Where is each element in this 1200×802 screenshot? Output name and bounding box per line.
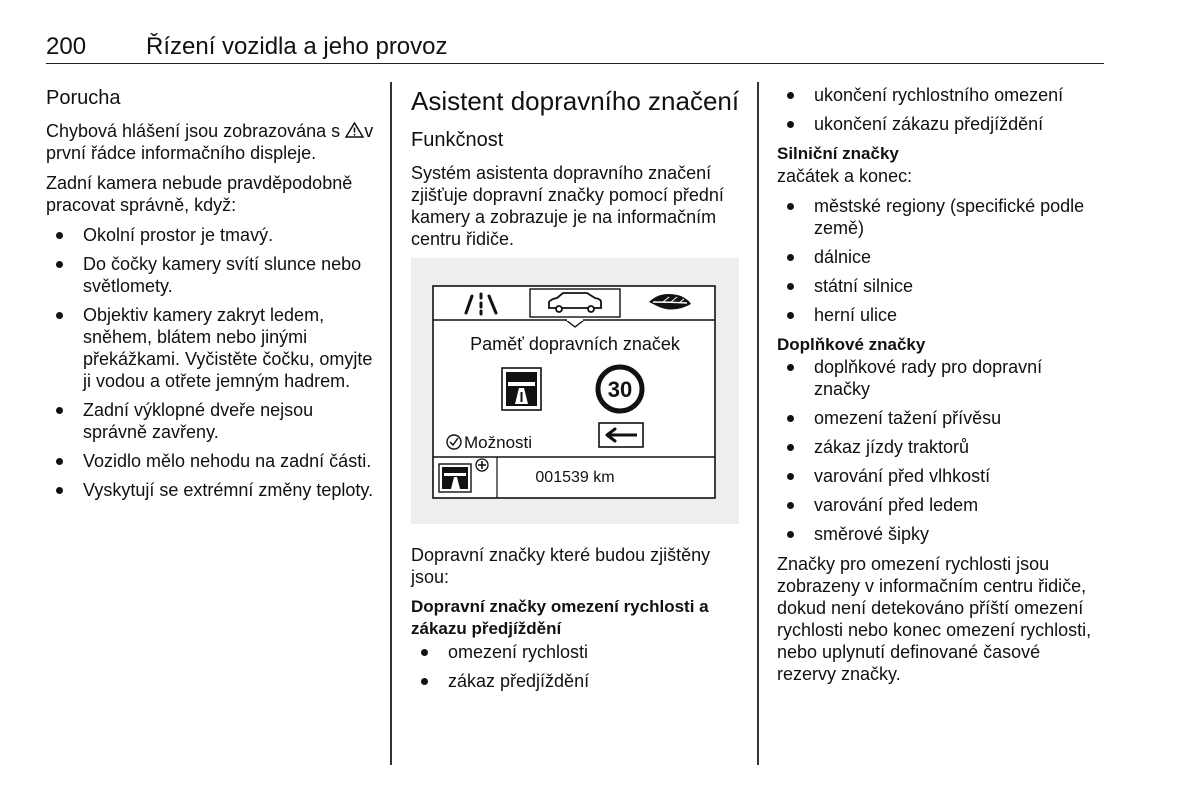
options-label: Možnosti [464,433,533,452]
dic-display-figure [411,258,739,524]
bullet-list [777,195,1102,326]
list-item: Vozidlo mělo nehodu na zadní části. [46,450,376,472]
section-title: Asistent dopravního značení [411,86,740,116]
odometer-reading: 001539 km [535,469,615,486]
list-item: Do čočky kamery svítí slunce nebo světlomety. [46,253,376,297]
page-header [46,33,1104,64]
list-item: ukončení zákazu předjíždění [777,113,1102,135]
list-item: Vyskytují se extrémní změny teploty. [46,479,376,501]
plus-circle-icon [476,459,488,471]
column-divider [390,82,392,765]
list-item: Okolní prostor je tmavý. [46,224,376,246]
motorway-sign-icon [502,368,541,410]
subsection-heading: Funkčnost [411,129,504,151]
subheading: Silniční značky [777,144,899,163]
paragraph: začátek a konec: [777,166,913,186]
warning-triangle-icon [345,122,364,138]
list-item: Objektiv kamery zakryt ledem, sněhem, blátem nebo jinými překážkami. Vyčistěte čočku, omyjte ji vodou a otřete jemným hadrem. [46,304,376,392]
column-divider [757,82,759,765]
list-item: ukončení rychlostního omezení [777,84,1102,106]
bullet-list [777,356,1102,545]
bullet-list [46,224,376,501]
header-title: Řízení vozidla a jeho provoz [146,33,448,60]
bullet-list [411,641,741,692]
menu-title: Paměť dopravních značek [470,334,680,354]
column-3 [777,84,1102,693]
paragraph: Chybová hlášení jsou zobrazována s v první řádce informačního displeje. [46,121,374,163]
subheading: Dopravní značky omezení rychlosti a zákazu předjíždění [411,597,709,638]
back-arrow-icon [599,423,643,447]
column-2 [411,86,741,700]
list-item: zákaz jízdy traktorů [777,436,1102,458]
paragraph: Značky pro omezení rychlosti jsou zobrazeny v informačním centru řidiče, dokud není detekováno příští omezení rychlosti nebo konec omezení rychlosti, nebo uplynutí definované časové rezervy značky. [777,554,1092,684]
paragraph: Systém asistenta dopravního značení zjišťuje dopravní značky pomocí přední kamery a zobrazuje je na informačním centru řidiče. [411,163,724,249]
list-item: zákaz předjíždění [411,670,741,692]
svg-text:30: 30 [607,377,633,402]
section-heading: Porucha [46,87,121,109]
list-item: státní silnice [777,275,1102,297]
list-item: Zadní výklopné dveře nejsou správně zavřeny. [46,399,376,443]
subheading: Doplňkové značky [777,335,926,354]
list-item: městské regiony (specifické podle země) [777,195,1102,239]
list-item: omezení rychlosti [411,641,741,663]
list-item: varování před ledem [777,494,1102,516]
list-item: omezení tažení přívěsu [777,407,1102,429]
list-item: dálnice [777,246,1102,268]
list-item: herní ulice [777,304,1102,326]
dic-display-illustration [411,258,739,524]
paragraph: Zadní kamera nebude pravděpodobně pracovat správně, když: [46,173,353,215]
list-item: doplňkové rady pro dopravní značky [777,356,1102,400]
speed-limit-sign-icon [598,367,642,411]
list-item: varování před vlhkostí [777,465,1102,487]
bullet-list [777,84,1102,135]
motorway-small-icon [439,464,471,492]
column-1 [46,86,376,509]
page-number: 200 [46,33,87,60]
list-item: směrové šipky [777,523,1102,545]
paragraph: Dopravní značky které budou zjištěny jsou: [411,545,711,587]
